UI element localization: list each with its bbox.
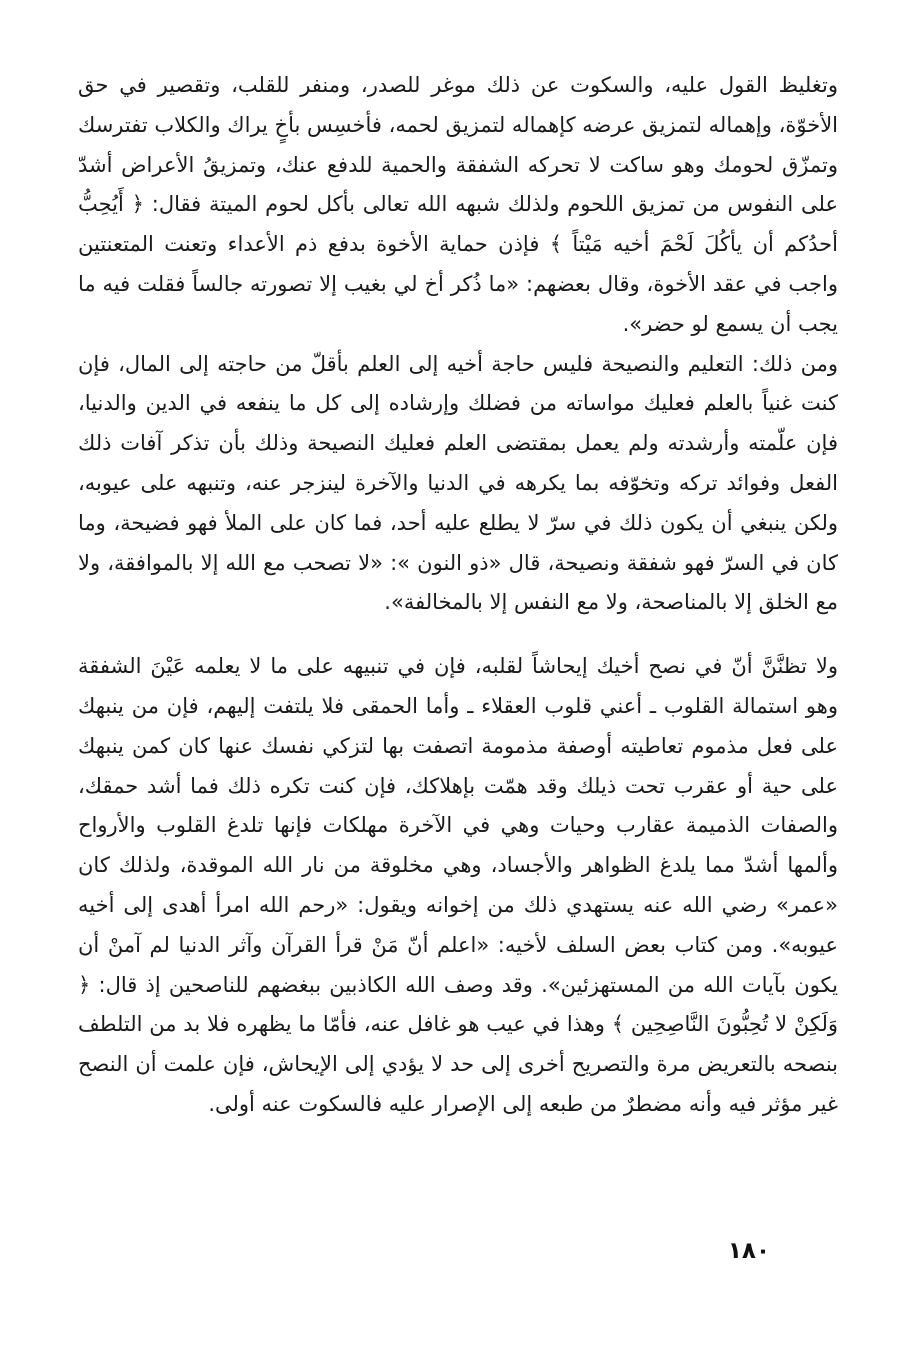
paragraph: ومن ذلك: التعليم والنصيحة فليس حاجة أخيه إلى العلم بأقلّ من حاجته إلى المال، فإن كنت غنياً بالعلم فعليك مواساته من فضلك وإرشاده إلى كل ما ينفعه في الدين والدنيا، فإن علّمته وأرشدته ولم يعمل بمقتضى العلم فعليك النصيحة وذلك بأن تذكر آفات ذلك الفعل وفوائد تركه وتخوّفه بما يكرهه في الدنيا والآخرة لينزجر عنه، وتنبهه على عيوبه، ولكن ينبغي أن يكون ذلك في سرّ لا يطلع عليه أحد، فما كان على الملأ فهو فضيحة، وما كان في السرّ فهو شفقة ونصيحة، قال «ذو النون »: «لا تصحب مع الله إلا بالموافقة، ولا مع الخلق إلا بالمناصحة، ولا مع النفس إلا بالمخالفة». [78,351,838,615]
paragraph: وتغليظ القول عليه، والسكوت عن ذلك موغر للصدر، ومنفر للقلب، وتقصير في حق الأخوّة، وإهماله لتمزيق عرضه كإهماله لتمزيق لحمه، فأخسِس بأخٍ يراك والكلاب تفترسك وتمزّق لحومك وهو ساكت لا تحركه الشفقة والحمية للدفع عنك، وتمزيقُ الأعراض أشدّ على النفوس من تمزيق اللحوم ولذلك شبهه الله تعالى بأكل لحوم الميتة فقال: ﴿ أَيُحِبُّ أحدُكم أن يأكُلَ لَحْمَ أخيه مَيْتاً ﴾ فإذن حماية الأخوة بدفع ذم الأعداء وتعنت المتعنتين واجب في عقد الأخوة، وقال بعضهم: «ما ذُكر أخ لي بغيب إلا تصورته جالساً فقلت فيه ما يجب أن يسمع لو حضر». [78,73,838,336]
paragraph: ولا تظنَّنَّ أنّ في نصح أخيك إيحاشاً لقلبه، فإن في تنبيهه على ما لا يعلمه عَيْنَ الشفقة وهو استمالة القلوب ـ أعني قلوب العقلاء ـ وأما الحمقى فلا يلتفت إليهم، فإن من ينبهك على فعل مذموم تعاطيته أوصفة مذمومة اتصفت بها لتزكي نفسك عنها كان كمن ينبهك على حية أو عقرب تحت ذيلك وقد همّت بإهلاكك، فإن كنت تكره ذلك فما أشد حمقك، والصفات الذميمة عقارب وحيات وهي في الآخرة مهلكات فإنها تلدغ القلوب والأرواح وألمها أشدّ مما يلدغ الظواهر والأجساد، وهي مخلوقة من نار الله الموقدة، ولذلك كان «عمر» رضي الله عنه يستهدي ذلك من إخوانه ويقول: «رحم الله امرأ أهدى إلى أخيه عيوبه». ومن كتاب بعض السلف لأخيه: «اعلم أنّ مَنْ قرأ القرآن وآثر الدنيا لم آمنْ أن يكون بآيات الله من المستهزئين». وقد وصف الله الكاذبين ببغضهم للناصحين إذ قال: ﴿ وَلَكِنْ لا تُحِبُّونَ النَّاصِحِين ﴾ وهذا في عيب هو غافل عنه، فأمّا ما يظهره فلا بد من التلطف بنصحه بالتعريض مرة والتصريح أخرى إلى حد لا يؤدي إلى الإيحاش، فإن علمت أن النصح غير مؤثر فيه وأنه مضطرٌ من طبعه إلى الإصرار عليه فالسكوت عنه أولى. [78,654,838,1116]
page-number: ١٨٠ [727,1238,770,1264]
page-body [78,62,838,1302]
